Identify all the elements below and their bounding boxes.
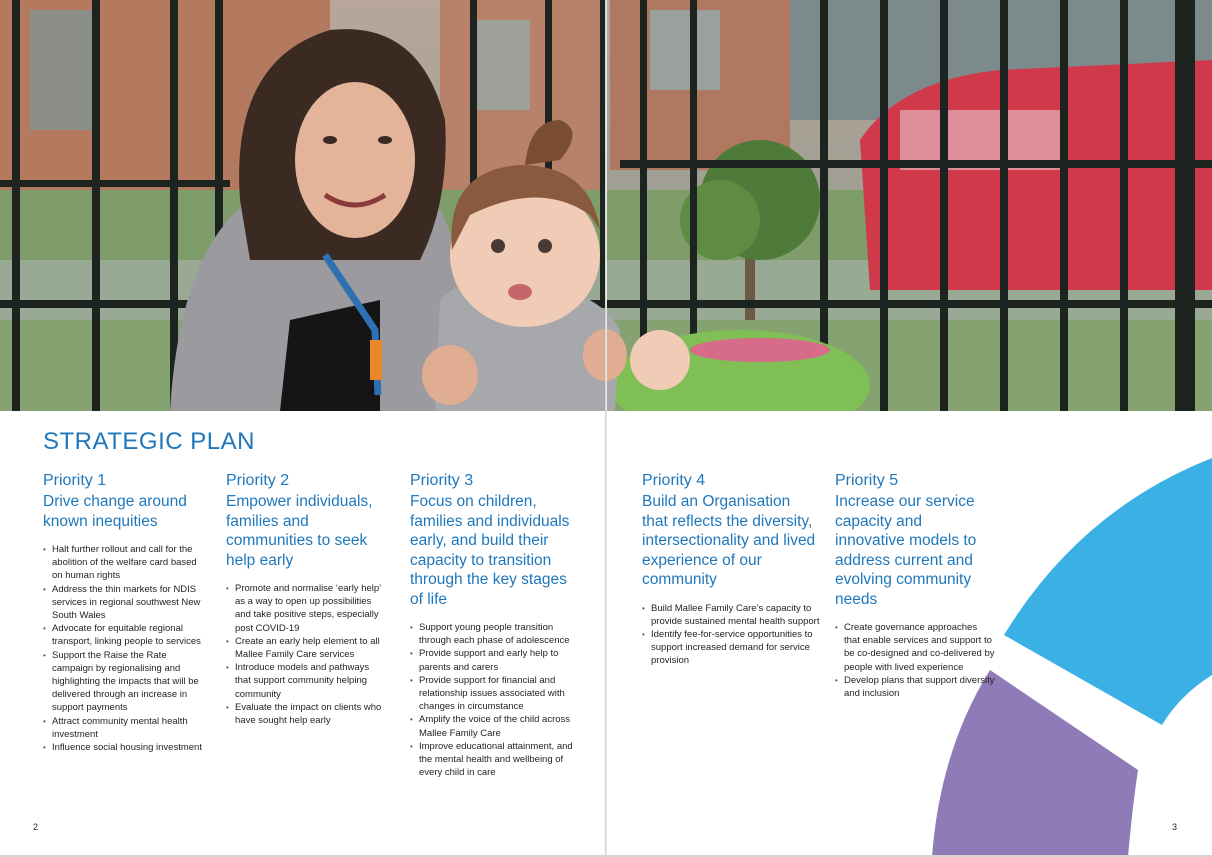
list-item: • Build Mallee Family Care’s capacity to provide sustained mental health support bbox=[642, 602, 820, 628]
list-item: • Halt further rollout and call for the abolition of the welfare card based on human rights bbox=[43, 543, 208, 583]
priority-bullets bbox=[642, 602, 820, 668]
section-title: STRATEGIC PLAN bbox=[43, 428, 255, 455]
list-item: • Provide support and early help to parents and carers bbox=[410, 647, 575, 673]
list-item: • Develop plans that support diversity and inclusion bbox=[835, 674, 995, 700]
list-item: • Support the Raise the Rate campaign by regionalising and highlighting the impacts that will be delivered through an increase in support payments bbox=[43, 649, 208, 715]
priority-heading: Focus on children, families and individuals early, and build their capacity to transition through the key stages of life bbox=[410, 493, 570, 608]
arc-blue bbox=[1004, 458, 1212, 725]
list-item: • Amplify the voice of the child across Mallee Family Care bbox=[410, 713, 575, 739]
list-item: • Attract community mental health investment bbox=[43, 715, 208, 741]
list-item: • Provide support for financial and relationship issues associated with changes in circumstance bbox=[410, 674, 575, 714]
list-item: • Advocate for equitable regional transport, linking people to services bbox=[43, 622, 208, 648]
priority-column-3 bbox=[410, 471, 575, 779]
list-item: • Evaluate the impact on clients who have sought help early bbox=[226, 701, 386, 727]
page-number-right: 3 bbox=[1172, 822, 1178, 832]
priority-number: Priority 1 bbox=[43, 472, 107, 489]
list-item: • Improve educational attainment, and the mental health and wellbeing of every child in care bbox=[410, 740, 575, 780]
list-item: • Create an early help element to all Mallee Family Care services bbox=[226, 635, 386, 661]
priority-number: Priority 2 bbox=[226, 472, 290, 489]
list-item: • Influence social housing investment bbox=[43, 741, 208, 754]
list-item: • Support young people transition through each phase of adolescence bbox=[410, 621, 575, 647]
priority-column-2 bbox=[226, 471, 386, 727]
priority-heading: Empower individuals, families and communities to seek help early bbox=[226, 493, 373, 569]
priority-bullets bbox=[43, 543, 208, 754]
list-item: • Introduce models and pathways that support community helping community bbox=[226, 661, 386, 701]
list-item: • Create governance approaches that enable services and support to be co-designed and co-delivered by people with lived experience bbox=[835, 621, 995, 674]
priority-number: Priority 4 bbox=[642, 472, 706, 489]
priority-number: Priority 3 bbox=[410, 472, 474, 489]
list-item: • Address the thin markets for NDIS services in regional southwest New South Wales bbox=[43, 583, 208, 623]
priority-number: Priority 5 bbox=[835, 472, 899, 489]
spread-fold bbox=[605, 0, 607, 857]
list-item: • Identify fee-for-service opportunities to support increased demand for service provision bbox=[642, 628, 820, 668]
page-number-left: 2 bbox=[33, 822, 39, 832]
priority-bullets bbox=[835, 621, 995, 700]
priority-heading: Increase our service capacity and innovative models to address current and evolving community needs bbox=[835, 493, 977, 608]
priority-column-4 bbox=[642, 471, 820, 668]
list-item: • Promote and normalise ‘early help’ as a way to open up possibilities and take positive steps, especially post COVID-19 bbox=[226, 582, 386, 635]
priority-bullets bbox=[226, 582, 386, 727]
priority-heading: Drive change around known inequities bbox=[43, 493, 187, 530]
priority-column-1 bbox=[43, 471, 208, 754]
priority-heading: Build an Organisation that reflects the diversity, intersectionality and lived experience of our community bbox=[642, 493, 816, 588]
priority-column-5 bbox=[835, 471, 995, 700]
priority-bullets bbox=[410, 621, 575, 779]
